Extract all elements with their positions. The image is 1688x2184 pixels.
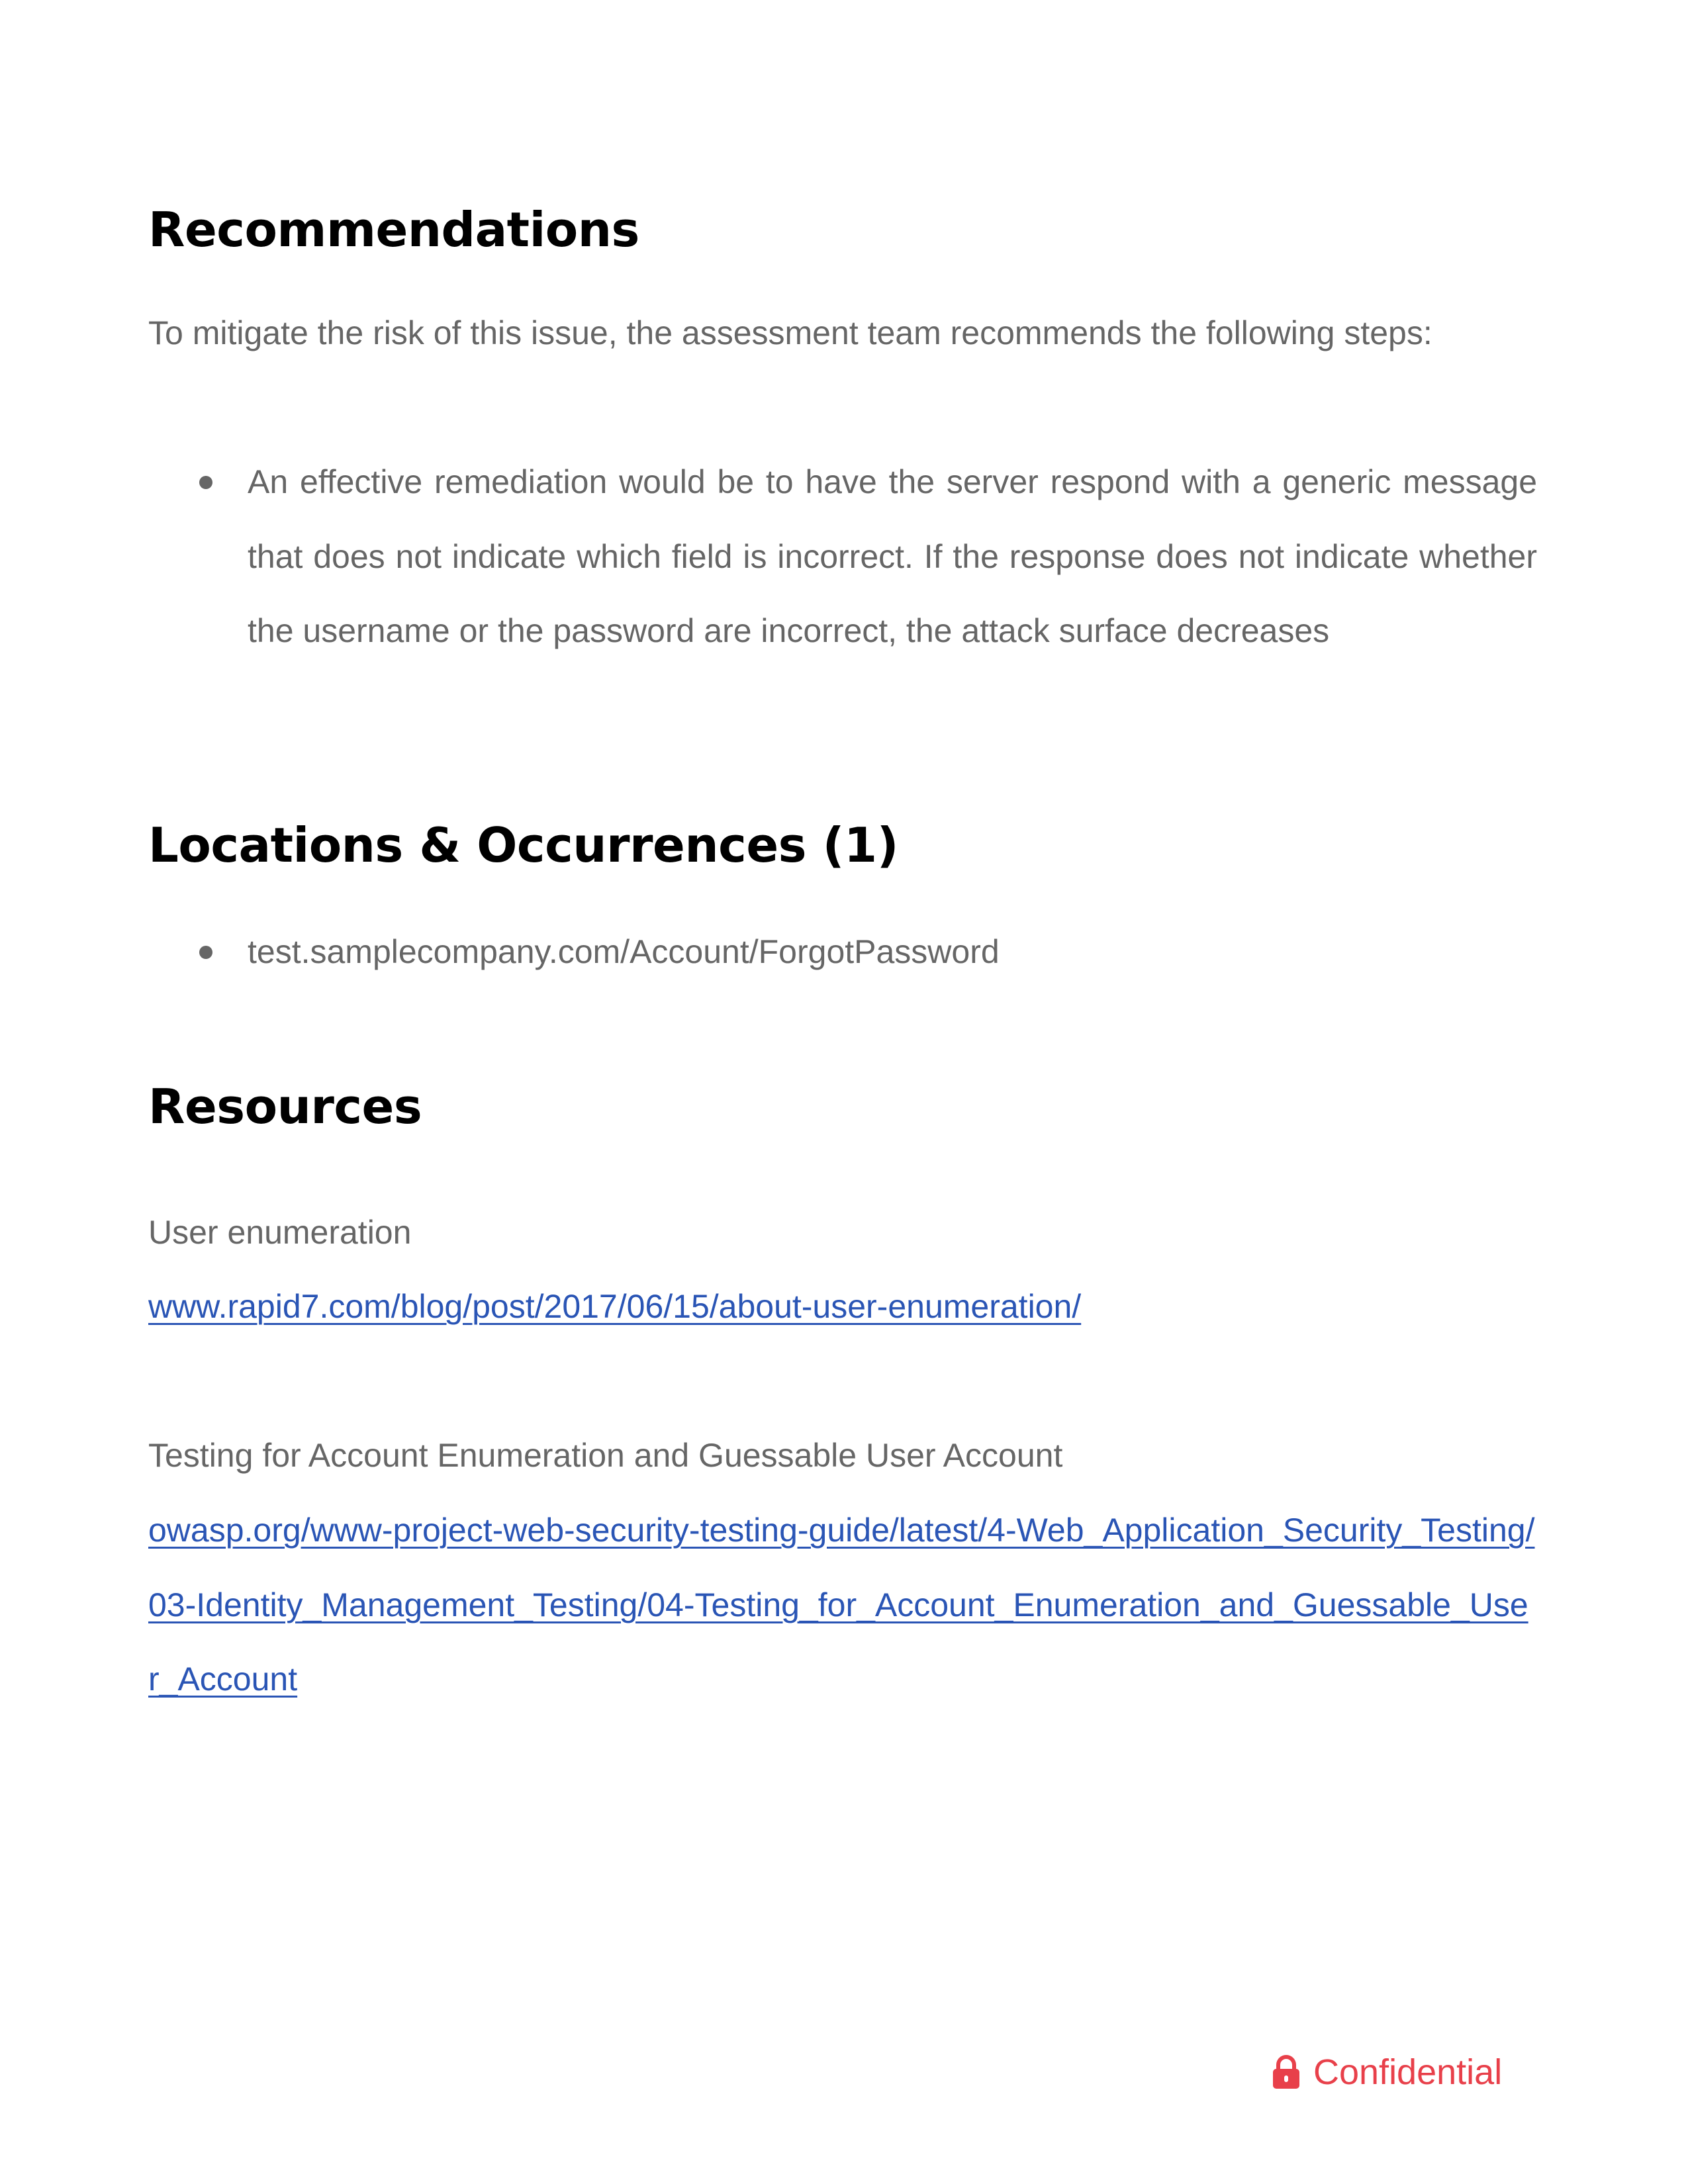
recommendations-heading: Recommendations bbox=[148, 202, 639, 257]
resource-title: Testing for Account Enumeration and Guessable User Account bbox=[148, 1437, 1063, 1474]
resource-link-wrapper bbox=[148, 1269, 1537, 1344]
location-text: test.samplecompany.com/Account/ForgotPassword bbox=[248, 933, 1000, 970]
recommendations-list bbox=[148, 445, 1537, 668]
locations-heading: Locations & Occurrences (1) bbox=[148, 817, 898, 873]
bullet-icon bbox=[199, 946, 212, 959]
list-item bbox=[148, 445, 1537, 668]
bullet-icon bbox=[199, 476, 212, 489]
recommendation-text: An effective remediation would be to have the server respond with a generic message that does not indicate which field is incorrect. If the response does not indicate whether the username or the password are incorrect, the attack surface decreases bbox=[248, 463, 1537, 649]
locations-list bbox=[148, 915, 1537, 989]
resource-link[interactable]: owasp.org/www-project-web-security-testing-guide/latest/4-Web_Application_Security_Testing/03-Identity_Management_Testing/04-Testing_for_Account_Enumeration_and_Guessable_User_Account bbox=[148, 1512, 1535, 1698]
resources-heading: Resources bbox=[148, 1079, 422, 1134]
confidential-label: Confidential bbox=[1313, 2052, 1503, 2092]
resource-title: User enumeration bbox=[148, 1214, 412, 1251]
resource-link[interactable]: www.rapid7.com/blog/post/2017/06/15/about-user-enumeration/ bbox=[148, 1288, 1082, 1325]
list-item bbox=[148, 915, 1537, 989]
recommendations-intro: To mitigate the risk of this issue, the assessment team recommends the following steps: bbox=[148, 314, 1432, 351]
resource-link-wrapper bbox=[148, 1493, 1537, 1717]
lock-icon bbox=[1271, 2055, 1301, 2089]
confidential-footer bbox=[1271, 2052, 1502, 2093]
